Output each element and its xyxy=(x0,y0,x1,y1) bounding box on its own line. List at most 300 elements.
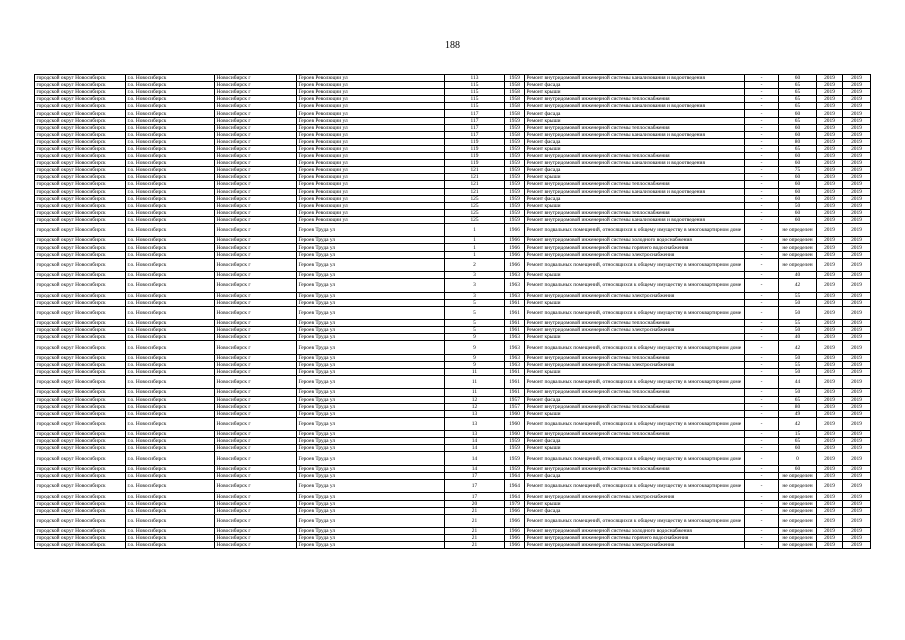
end-year-cell: 2019 xyxy=(843,493,871,500)
settlement-cell: г.о. Новосибирск xyxy=(126,452,215,465)
city-cell: Новосибирск г xyxy=(215,145,297,152)
municipality-cell: городской округ Новосибирск xyxy=(35,244,126,251)
start-year-cell: 2019 xyxy=(817,445,843,452)
municipality-cell: городской округ Новосибирск xyxy=(35,514,126,527)
municipality-cell: городской округ Новосибирск xyxy=(35,82,126,89)
street-cell: Героев Труда ул xyxy=(297,361,445,368)
city-cell: Новосибирск г xyxy=(215,223,297,236)
street-cell: Героев Труда ул xyxy=(297,452,445,465)
end-year-cell: 2019 xyxy=(843,445,871,452)
build-year-cell: 1961 xyxy=(505,389,525,396)
street-cell: Героев Революции ул xyxy=(297,209,445,216)
cost-cell: 60 xyxy=(779,216,817,223)
city-cell: Новосибирск г xyxy=(215,514,297,527)
build-year-cell: 1964 xyxy=(505,472,525,479)
work-type-cell: Ремонт фасада xyxy=(525,472,745,479)
city-cell: Новосибирск г xyxy=(215,167,297,174)
city-cell: Новосибирск г xyxy=(215,389,297,396)
house-number-cell: 20 xyxy=(445,500,505,507)
municipality-cell: городской округ Новосибирск xyxy=(35,417,126,430)
city-cell: Новосибирск г xyxy=(215,103,297,110)
settlement-cell: г.о. Новосибирск xyxy=(126,96,215,103)
municipality-cell: городской округ Новосибирск xyxy=(35,160,126,167)
settlement-cell: г.о. Новосибирск xyxy=(126,438,215,445)
table-row xyxy=(35,174,871,181)
work-type-cell: Ремонт внутридомовой инженерной системы теплоснабжения xyxy=(525,181,745,188)
work-type-cell: Ремонт фасада xyxy=(525,195,745,202)
end-year-cell: 2019 xyxy=(843,306,871,319)
end-year-cell: 2019 xyxy=(843,138,871,145)
municipality-cell: городской округ Новосибирск xyxy=(35,327,126,334)
city-cell: Новосибирск г xyxy=(215,334,297,341)
build-year-cell: 1959 xyxy=(505,188,525,195)
municipality-cell: городской округ Новосибирск xyxy=(35,237,126,244)
settlement-cell: г.о. Новосибирск xyxy=(126,160,215,167)
measure-cell: - xyxy=(745,445,779,452)
cost-cell: 75 xyxy=(779,167,817,174)
build-year-cell: 1966 xyxy=(505,542,525,549)
build-year-cell: 1961 xyxy=(505,376,525,389)
start-year-cell: 2019 xyxy=(817,145,843,152)
build-year-cell: 1961 xyxy=(505,327,525,334)
house-number-cell: 21 xyxy=(445,528,505,535)
build-year-cell: 1963 xyxy=(505,354,525,361)
measure-cell: - xyxy=(745,75,779,82)
cost-cell: 50 xyxy=(779,327,817,334)
house-number-cell: 115 xyxy=(445,103,505,110)
build-year-cell: 1963 xyxy=(505,341,525,354)
work-type-cell: Ремонт внутридомовой инженерной системы канализования и водоотведения xyxy=(525,160,745,167)
measure-cell: - xyxy=(745,167,779,174)
end-year-cell: 2019 xyxy=(843,389,871,396)
house-number-cell: 121 xyxy=(445,188,505,195)
municipality-cell: городской округ Новосибирск xyxy=(35,361,126,368)
end-year-cell: 2019 xyxy=(843,89,871,96)
end-year-cell: 2019 xyxy=(843,299,871,306)
start-year-cell: 2019 xyxy=(817,480,843,493)
measure-cell: - xyxy=(745,368,779,375)
cost-cell: не определен xyxy=(779,528,817,535)
work-type-cell: Ремонт крыши xyxy=(525,299,745,306)
start-year-cell: 2019 xyxy=(817,438,843,445)
settlement-cell: г.о. Новосибирск xyxy=(126,75,215,82)
city-cell: Новосибирск г xyxy=(215,528,297,535)
city-cell: Новосибирск г xyxy=(215,188,297,195)
settlement-cell: г.о. Новосибирск xyxy=(126,542,215,549)
table-row xyxy=(35,528,871,535)
measure-cell: - xyxy=(745,89,779,96)
start-year-cell: 2019 xyxy=(817,500,843,507)
work-type-cell: Ремонт крыши xyxy=(525,445,745,452)
measure-cell: - xyxy=(745,507,779,514)
house-number-cell: 14 xyxy=(445,445,505,452)
street-cell: Героев Революции ул xyxy=(297,82,445,89)
municipality-cell: городской округ Новосибирск xyxy=(35,292,126,299)
city-cell: Новосибирск г xyxy=(215,117,297,124)
start-year-cell: 2019 xyxy=(817,195,843,202)
work-type-cell: Ремонт подвальных помещений, относящихся к общему имуществу в многоквартирном доме xyxy=(525,417,745,430)
measure-cell: - xyxy=(745,202,779,209)
street-cell: Героев Труда ул xyxy=(297,472,445,479)
measure-cell: - xyxy=(745,279,779,292)
cost-cell: 65 xyxy=(779,145,817,152)
build-year-cell: 1963 xyxy=(505,334,525,341)
table-row xyxy=(35,96,871,103)
street-cell: Героев Революции ул xyxy=(297,202,445,209)
settlement-cell: г.о. Новосибирск xyxy=(126,354,215,361)
municipality-cell: городской округ Новосибирск xyxy=(35,223,126,236)
measure-cell: - xyxy=(745,209,779,216)
municipality-cell: городской округ Новосибирск xyxy=(35,251,126,258)
table-row xyxy=(35,153,871,160)
work-type-cell: Ремонт крыши xyxy=(525,89,745,96)
measure-cell: - xyxy=(745,103,779,110)
house-number-cell: 13 xyxy=(445,431,505,438)
end-year-cell: 2019 xyxy=(843,103,871,110)
municipality-cell: городской округ Новосибирск xyxy=(35,89,126,96)
cost-cell: 60 xyxy=(779,153,817,160)
work-type-cell: Ремонт внутридомовой инженерной системы теплоснабжения xyxy=(525,403,745,410)
end-year-cell: 2019 xyxy=(843,251,871,258)
street-cell: Героев Труда ул xyxy=(297,368,445,375)
table-row xyxy=(35,138,871,145)
build-year-cell: 1960 xyxy=(505,431,525,438)
build-year-cell: 1957 xyxy=(505,403,525,410)
build-year-cell: 1959 xyxy=(505,202,525,209)
work-type-cell: Ремонт крыши xyxy=(525,117,745,124)
municipality-cell: городской округ Новосибирск xyxy=(35,507,126,514)
city-cell: Новосибирск г xyxy=(215,89,297,96)
cost-cell: не определен xyxy=(779,535,817,542)
work-type-cell: Ремонт подвальных помещений, относящихся к общему имуществу в многоквартирном доме xyxy=(525,279,745,292)
house-number-cell: 121 xyxy=(445,167,505,174)
street-cell: Героев Труда ул xyxy=(297,272,445,279)
settlement-cell: г.о. Новосибирск xyxy=(126,258,215,271)
start-year-cell: 2019 xyxy=(817,472,843,479)
settlement-cell: г.о. Новосибирск xyxy=(126,361,215,368)
house-number-cell: 14 xyxy=(445,438,505,445)
city-cell: Новосибирск г xyxy=(215,410,297,417)
table-row xyxy=(35,361,871,368)
build-year-cell: 1966 xyxy=(505,507,525,514)
house-number-cell: 11 xyxy=(445,389,505,396)
end-year-cell: 2019 xyxy=(843,216,871,223)
measure-cell: - xyxy=(745,244,779,251)
settlement-cell: г.о. Новосибирск xyxy=(126,341,215,354)
house-number-cell: 117 xyxy=(445,117,505,124)
house-number-cell: 121 xyxy=(445,181,505,188)
measure-cell: - xyxy=(745,320,779,327)
table-row xyxy=(35,82,871,89)
city-cell: Новосибирск г xyxy=(215,258,297,271)
start-year-cell: 2019 xyxy=(817,174,843,181)
house-number-cell: 21 xyxy=(445,507,505,514)
house-number-cell: 1 xyxy=(445,244,505,251)
work-type-cell: Ремонт внутридомовой инженерной системы теплоснабжения xyxy=(525,153,745,160)
start-year-cell: 2019 xyxy=(817,124,843,131)
end-year-cell: 2019 xyxy=(843,75,871,82)
work-type-cell: Ремонт внутридомовой инженерной системы электроснабжения xyxy=(525,493,745,500)
cost-cell: 65 xyxy=(779,96,817,103)
street-cell: Героев Революции ул xyxy=(297,195,445,202)
start-year-cell: 2019 xyxy=(817,292,843,299)
city-cell: Новосибирск г xyxy=(215,110,297,117)
settlement-cell: г.о. Новосибирск xyxy=(126,410,215,417)
work-type-cell: Ремонт внутридомовой инженерной системы горячего водоснабжения xyxy=(525,244,745,251)
build-year-cell: 1958 xyxy=(505,89,525,96)
measure-cell: - xyxy=(745,410,779,417)
build-year-cell: 1959 xyxy=(505,195,525,202)
build-year-cell: 1961 xyxy=(505,299,525,306)
build-year-cell: 1961 xyxy=(505,306,525,319)
measure-cell: - xyxy=(745,223,779,236)
city-cell: Новосибирск г xyxy=(215,244,297,251)
table-row xyxy=(35,431,871,438)
city-cell: Новосибирск г xyxy=(215,472,297,479)
house-number-cell: 14 xyxy=(445,452,505,465)
settlement-cell: г.о. Новосибирск xyxy=(126,500,215,507)
settlement-cell: г.о. Новосибирск xyxy=(126,507,215,514)
measure-cell: - xyxy=(745,542,779,549)
settlement-cell: г.о. Новосибирск xyxy=(126,306,215,319)
municipality-cell: городской округ Новосибирск xyxy=(35,472,126,479)
start-year-cell: 2019 xyxy=(817,96,843,103)
settlement-cell: г.о. Новосибирск xyxy=(126,417,215,430)
start-year-cell: 2019 xyxy=(817,103,843,110)
measure-cell: - xyxy=(745,500,779,507)
cost-cell: не определен xyxy=(779,223,817,236)
municipality-cell: городской округ Новосибирск xyxy=(35,341,126,354)
cost-cell: 80 xyxy=(779,138,817,145)
start-year-cell: 2019 xyxy=(817,417,843,430)
house-number-cell: 117 xyxy=(445,124,505,131)
measure-cell: - xyxy=(745,480,779,493)
city-cell: Новосибирск г xyxy=(215,75,297,82)
house-number-cell: 1 xyxy=(445,237,505,244)
end-year-cell: 2019 xyxy=(843,542,871,549)
end-year-cell: 2019 xyxy=(843,465,871,472)
settlement-cell: г.о. Новосибирск xyxy=(126,209,215,216)
build-year-cell: 1959 xyxy=(505,145,525,152)
city-cell: Новосибирск г xyxy=(215,361,297,368)
settlement-cell: г.о. Новосибирск xyxy=(126,167,215,174)
municipality-cell: городской округ Новосибирск xyxy=(35,431,126,438)
settlement-cell: г.о. Новосибирск xyxy=(126,82,215,89)
work-type-cell: Ремонт подвальных помещений, относящихся к общему имуществу в многоквартирном доме xyxy=(525,341,745,354)
start-year-cell: 2019 xyxy=(817,110,843,117)
measure-cell: - xyxy=(745,251,779,258)
city-cell: Новосибирск г xyxy=(215,500,297,507)
end-year-cell: 2019 xyxy=(843,417,871,430)
table-row xyxy=(35,535,871,542)
measure-cell: - xyxy=(745,258,779,271)
street-cell: Героев Труда ул xyxy=(297,493,445,500)
work-type-cell: Ремонт внутридомовой инженерной системы теплоснабжения xyxy=(525,354,745,361)
settlement-cell: г.о. Новосибирск xyxy=(126,535,215,542)
start-year-cell: 2019 xyxy=(817,188,843,195)
table-row xyxy=(35,89,871,96)
cost-cell: 65 xyxy=(779,82,817,89)
end-year-cell: 2019 xyxy=(843,472,871,479)
work-type-cell: Ремонт внутридомовой инженерной системы канализования и водоотведения xyxy=(525,188,745,195)
house-number-cell: 119 xyxy=(445,145,505,152)
work-type-cell: Ремонт внутридомовой инженерной системы теплоснабжения xyxy=(525,465,745,472)
cost-cell: 42 xyxy=(779,341,817,354)
cost-cell: не определен xyxy=(779,258,817,271)
work-type-cell: Ремонт внутридомовой инженерной системы электроснабжения xyxy=(525,292,745,299)
measure-cell: - xyxy=(745,361,779,368)
work-type-cell: Ремонт подвальных помещений, относящихся к общему имуществу в многоквартирном доме xyxy=(525,376,745,389)
street-cell: Героев Труда ул xyxy=(297,389,445,396)
cost-cell: 60 xyxy=(779,188,817,195)
measure-cell: - xyxy=(745,465,779,472)
municipality-cell: городской округ Новосибирск xyxy=(35,452,126,465)
build-year-cell: 1959 xyxy=(505,216,525,223)
start-year-cell: 2019 xyxy=(817,272,843,279)
build-year-cell: 1959 xyxy=(505,75,525,82)
municipality-cell: городской округ Новосибирск xyxy=(35,445,126,452)
capital-repair-table xyxy=(34,74,871,549)
house-number-cell: 12 xyxy=(445,403,505,410)
city-cell: Новосибирск г xyxy=(215,153,297,160)
work-type-cell: Ремонт фасада xyxy=(525,167,745,174)
house-number-cell: 21 xyxy=(445,542,505,549)
build-year-cell: 1966 xyxy=(505,514,525,527)
measure-cell: - xyxy=(745,472,779,479)
end-year-cell: 2019 xyxy=(843,153,871,160)
street-cell: Героев Революции ул xyxy=(297,160,445,167)
start-year-cell: 2019 xyxy=(817,452,843,465)
cost-cell: не определен xyxy=(779,514,817,527)
house-number-cell: 21 xyxy=(445,535,505,542)
end-year-cell: 2019 xyxy=(843,131,871,138)
house-number-cell: 1 xyxy=(445,251,505,258)
measure-cell: - xyxy=(745,396,779,403)
work-type-cell: Ремонт внутридомовой инженерной системы электроснабжения xyxy=(525,327,745,334)
cost-cell: 40 xyxy=(779,334,817,341)
work-type-cell: Ремонт внутридомовой инженерной системы электроснабжения xyxy=(525,361,745,368)
municipality-cell: городской округ Новосибирск xyxy=(35,299,126,306)
city-cell: Новосибирск г xyxy=(215,493,297,500)
work-type-cell: Ремонт фасада xyxy=(525,438,745,445)
build-year-cell: 1959 xyxy=(505,153,525,160)
cost-cell: 60 xyxy=(779,465,817,472)
end-year-cell: 2019 xyxy=(843,188,871,195)
work-type-cell: Ремонт внутридомовой инженерной системы теплоснабжения xyxy=(525,96,745,103)
settlement-cell: г.о. Новосибирск xyxy=(126,368,215,375)
city-cell: Новосибирск г xyxy=(215,160,297,167)
end-year-cell: 2019 xyxy=(843,167,871,174)
settlement-cell: г.о. Новосибирск xyxy=(126,244,215,251)
cost-cell: не определен xyxy=(779,500,817,507)
settlement-cell: г.о. Новосибирск xyxy=(126,334,215,341)
table-row xyxy=(35,480,871,493)
city-cell: Новосибирск г xyxy=(215,251,297,258)
table-row xyxy=(35,320,871,327)
table-row xyxy=(35,131,871,138)
work-type-cell: Ремонт подвальных помещений, относящихся к общему имуществу в многоквартирном доме xyxy=(525,514,745,527)
settlement-cell: г.о. Новосибирск xyxy=(126,181,215,188)
work-type-cell: Ремонт фасада xyxy=(525,138,745,145)
house-number-cell: 17 xyxy=(445,480,505,493)
municipality-cell: городской округ Новосибирск xyxy=(35,202,126,209)
work-type-cell: Ремонт внутридомовой инженерной системы канализования и водоотведения xyxy=(525,103,745,110)
end-year-cell: 2019 xyxy=(843,507,871,514)
cost-cell: 0 xyxy=(779,452,817,465)
end-year-cell: 2019 xyxy=(843,237,871,244)
street-cell: Героев Революции ул xyxy=(297,103,445,110)
end-year-cell: 2019 xyxy=(843,514,871,527)
city-cell: Новосибирск г xyxy=(215,131,297,138)
cost-cell: не определен xyxy=(779,542,817,549)
measure-cell: - xyxy=(745,117,779,124)
settlement-cell: г.о. Новосибирск xyxy=(126,117,215,124)
table-row xyxy=(35,209,871,216)
settlement-cell: г.о. Новосибирск xyxy=(126,89,215,96)
table-row xyxy=(35,354,871,361)
end-year-cell: 2019 xyxy=(843,145,871,152)
end-year-cell: 2019 xyxy=(843,292,871,299)
municipality-cell: городской округ Новосибирск xyxy=(35,500,126,507)
measure-cell: - xyxy=(745,145,779,152)
table-row xyxy=(35,251,871,258)
cost-cell: не определен xyxy=(779,244,817,251)
municipality-cell: городской округ Новосибирск xyxy=(35,209,126,216)
end-year-cell: 2019 xyxy=(843,327,871,334)
start-year-cell: 2019 xyxy=(817,341,843,354)
city-cell: Новосибирск г xyxy=(215,417,297,430)
measure-cell: - xyxy=(745,403,779,410)
measure-cell: - xyxy=(745,82,779,89)
municipality-cell: городской округ Новосибирск xyxy=(35,368,126,375)
table-row xyxy=(35,181,871,188)
house-number-cell: 3 xyxy=(445,292,505,299)
build-year-cell: 1958 xyxy=(505,131,525,138)
build-year-cell: 1959 xyxy=(505,174,525,181)
measure-cell: - xyxy=(745,417,779,430)
measure-cell: - xyxy=(745,272,779,279)
start-year-cell: 2019 xyxy=(817,167,843,174)
house-number-cell: 9 xyxy=(445,341,505,354)
work-type-cell: Ремонт внутридомовой инженерной системы теплоснабжения xyxy=(525,320,745,327)
city-cell: Новосибирск г xyxy=(215,368,297,375)
start-year-cell: 2019 xyxy=(817,138,843,145)
start-year-cell: 2019 xyxy=(817,153,843,160)
work-type-cell: Ремонт крыши xyxy=(525,368,745,375)
settlement-cell: г.о. Новосибирск xyxy=(126,376,215,389)
table-row xyxy=(35,438,871,445)
street-cell: Героев Революции ул xyxy=(297,110,445,117)
table-row xyxy=(35,103,871,110)
street-cell: Героев Труда ул xyxy=(297,417,445,430)
municipality-cell: городской округ Новосибирск xyxy=(35,75,126,82)
measure-cell: - xyxy=(745,452,779,465)
end-year-cell: 2019 xyxy=(843,354,871,361)
page-number: 188 xyxy=(445,40,460,51)
measure-cell: - xyxy=(745,431,779,438)
table-row xyxy=(35,493,871,500)
cost-cell: не определен xyxy=(779,480,817,493)
street-cell: Героев Труда ул xyxy=(297,535,445,542)
measure-cell: - xyxy=(745,341,779,354)
municipality-cell: городской округ Новосибирск xyxy=(35,124,126,131)
house-number-cell: 3 xyxy=(445,272,505,279)
end-year-cell: 2019 xyxy=(843,195,871,202)
house-number-cell: 12 xyxy=(445,396,505,403)
table-row xyxy=(35,389,871,396)
settlement-cell: г.о. Новосибирск xyxy=(126,145,215,152)
municipality-cell: городской округ Новосибирск xyxy=(35,279,126,292)
